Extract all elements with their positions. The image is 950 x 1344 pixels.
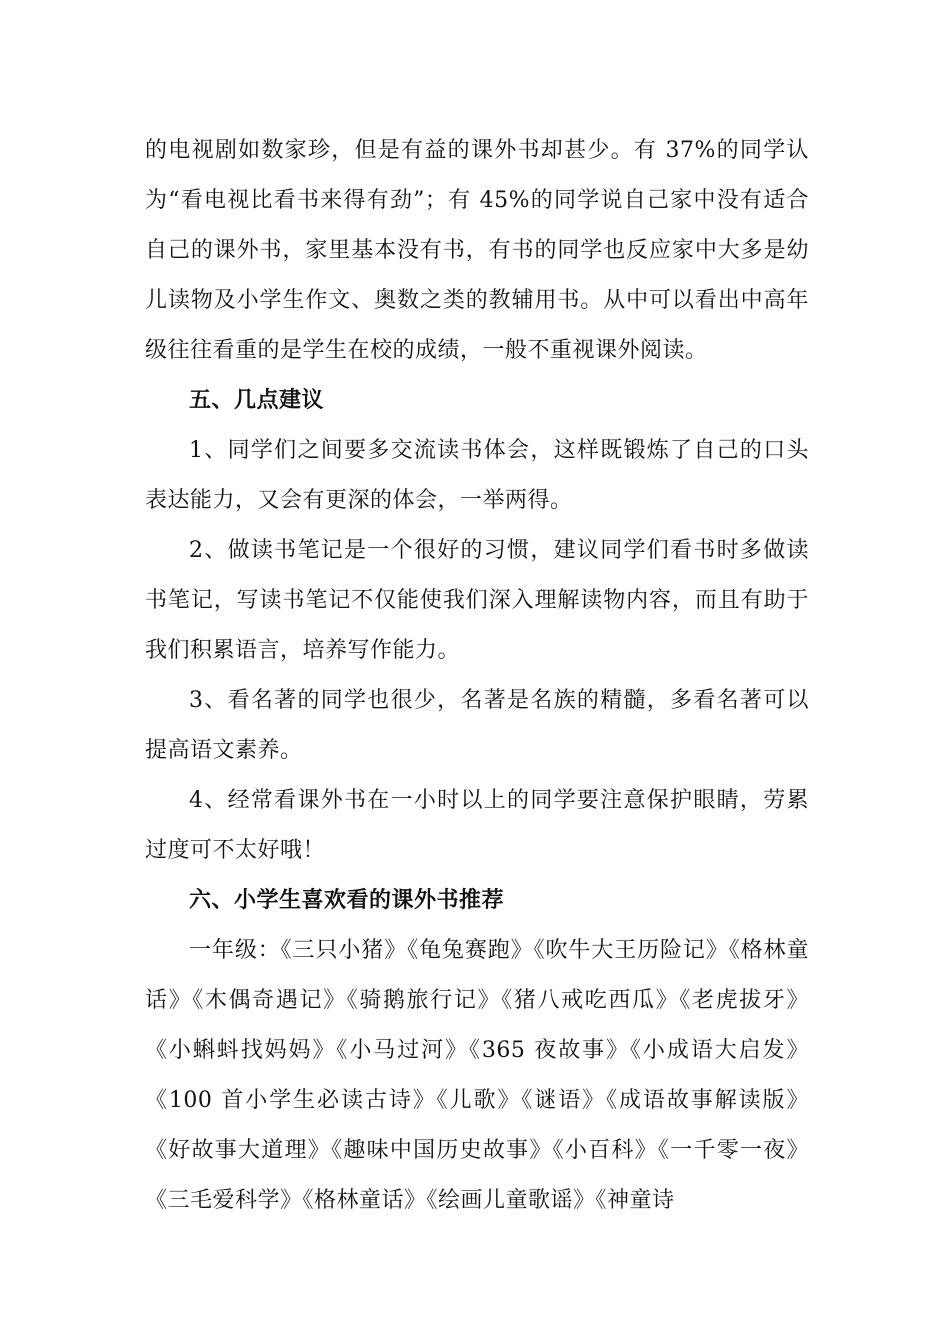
document-body bbox=[145, 126, 809, 1226]
section-heading-recommendations: 六、小学生喜欢看的课外书推荐 bbox=[189, 888, 505, 913]
suggestion-item-1: 1、同学们之间要多交流读书体会，这样既锻炼了自己的口头表达能力，又会有更深的体会，一举两得。 bbox=[145, 438, 809, 513]
suggestion-item-2: 2、做读书笔记是一个很好的习惯，建议同学们看书时多做读书笔记，写读书笔记不仅能使我们深入理解读物内容，而且有助于我们积累语言，培养写作能力。 bbox=[145, 538, 809, 663]
section-heading-suggestions: 五、几点建议 bbox=[189, 388, 325, 413]
recommendation-grade-1: 一年级：《三只小猪》《龟兔赛跑》《吹牛大王历险记》《格林童话》《木偶奇遇记》《骑鹅旅行记》《猪八戒吃西瓜》《老虎拔牙》《小蝌蚪找妈妈》《小马过河》《365 夜故事》《小成语大启发》《100 首小学生必读古诗》《儿歌》《谜语》《成语故事解读版》 《好故事大道理》《趣味中国历史故事》《小百科》《一千零一夜》《三毛爱科学》《格林童话》《绘画儿童歌谣》《神童诗 bbox=[145, 938, 809, 1213]
suggestion-item-4: 4、经常看课外书在一小时以上的同学要注意保护眼睛，劳累过度可不太好哦！ bbox=[145, 788, 809, 863]
paragraph-continued: 的电视剧如数家珍，但是有益的课外书却甚少。有 37%的同学认为“看电视比看书来得有劲”；有 45%的同学说自己家中没有适合自己的课外书，家里基本没有书，有书的同学也反应家中大多是幼儿读物及小学生作文、奥数之类的教辅用书。从中可以看出中高年级往往看重的是学生在校的成绩，一般不重视课外阅读。 bbox=[145, 138, 809, 363]
suggestion-item-3: 3、看名著的同学也很少，名著是名族的精髓，多看名著可以提高语文素养。 bbox=[145, 688, 809, 763]
